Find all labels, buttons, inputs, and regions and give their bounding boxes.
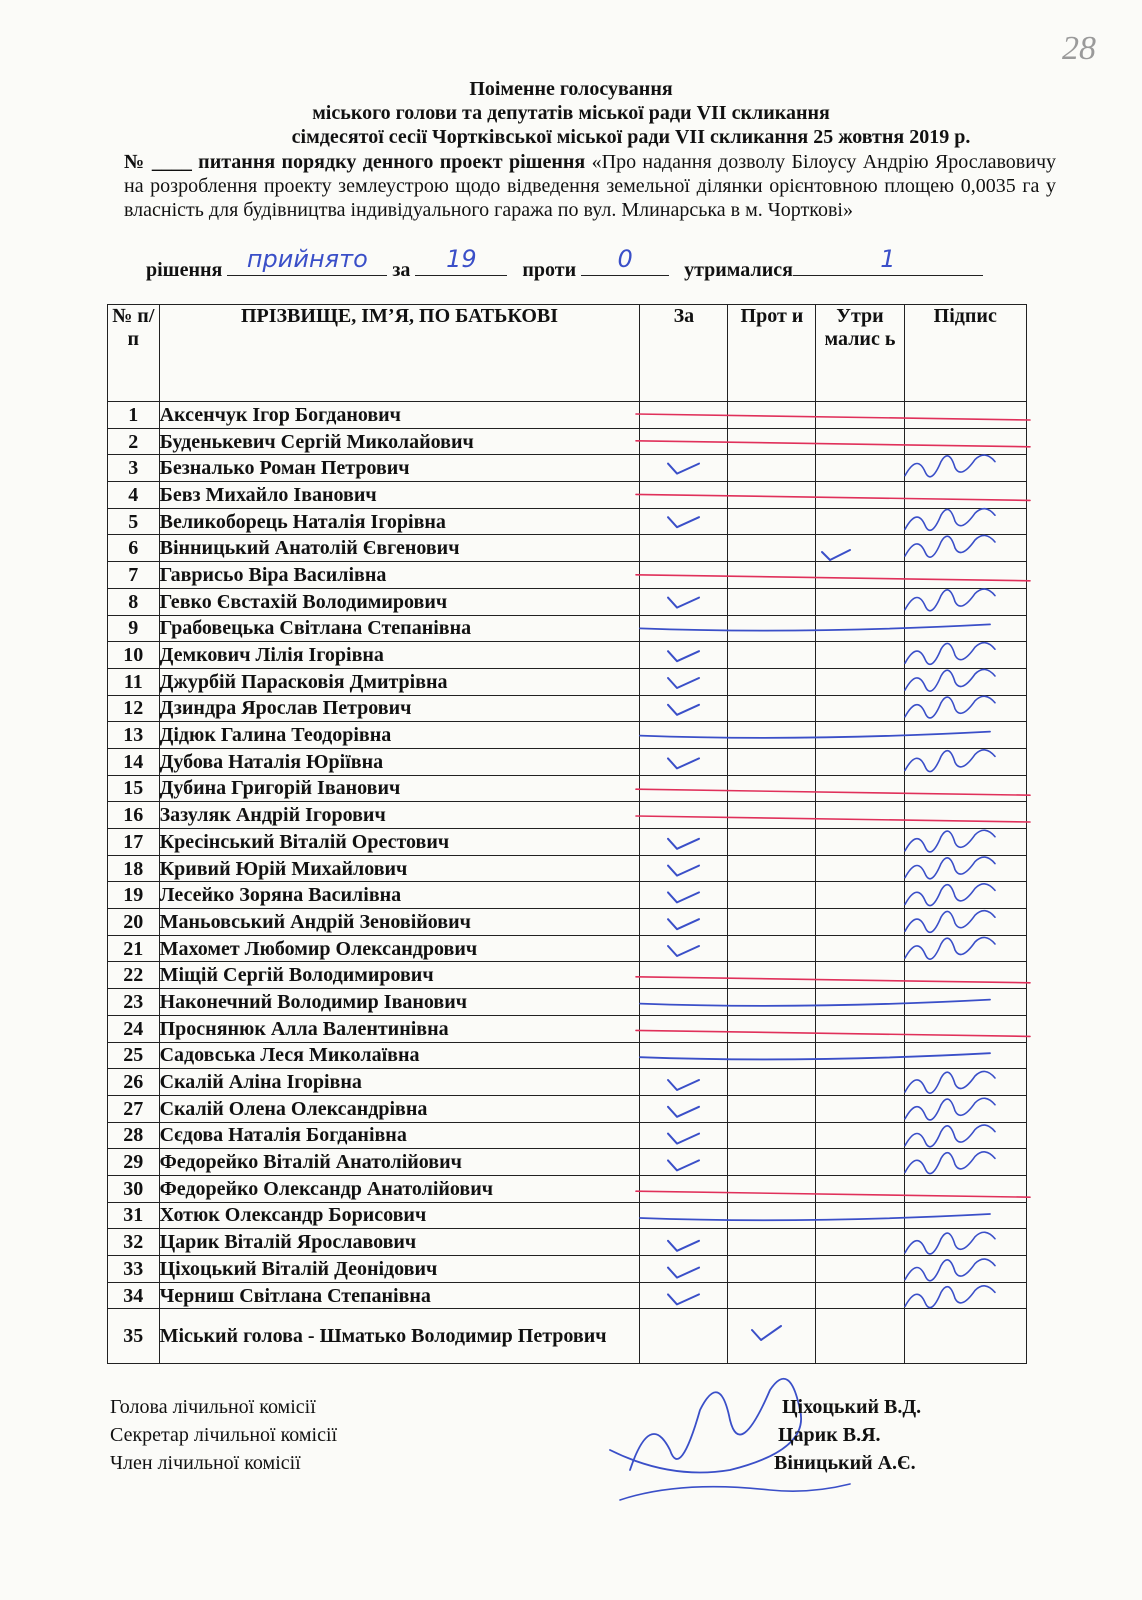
row-proty-cell xyxy=(728,535,816,562)
row-proty-cell xyxy=(728,1229,816,1256)
commission-names xyxy=(774,1393,922,1477)
row-number: 13 xyxy=(108,722,160,749)
row-signature-cell xyxy=(904,428,1027,455)
row-za-cell xyxy=(640,1309,728,1364)
table-row xyxy=(108,962,1027,989)
row-number: 1 xyxy=(108,402,160,429)
commission-signature xyxy=(620,1484,850,1500)
row-name: Садовська Леся Миколаївна xyxy=(159,1042,640,1069)
agenda-text: «Про надання дозволу Білоусу Андрію Ярославовичу на розроблення проекту землеустрою щодо відведення земельної ділянки орієнтовною площею 0,0035 га у власність для будівництва індивідуального гаража по вул. Млинарська в м. Чорткові» xyxy=(124,151,1056,221)
row-utr-cell xyxy=(816,935,904,962)
row-number: 22 xyxy=(108,962,160,989)
row-utr-cell xyxy=(816,775,904,802)
row-number: 33 xyxy=(108,1256,160,1283)
row-name: Безналько Роман Петрович xyxy=(159,455,640,482)
row-proty-cell xyxy=(728,1069,816,1096)
row-za-cell xyxy=(640,508,728,535)
table-row xyxy=(108,722,1027,749)
row-signature-cell xyxy=(904,588,1027,615)
table-row xyxy=(108,1256,1027,1283)
row-za-cell xyxy=(640,428,728,455)
table-row xyxy=(108,748,1027,775)
table-row xyxy=(108,428,1027,455)
row-name: Гаврисьо Віра Василівна xyxy=(159,562,640,589)
table-row xyxy=(108,642,1027,669)
row-utr-cell xyxy=(816,1256,904,1283)
agenda-prefix: № ____ питання порядку денного проект рішення xyxy=(124,151,586,173)
row-utr-cell xyxy=(816,989,904,1016)
agenda-item xyxy=(124,150,1056,222)
row-name: Проснянюк Алла Валентинівна xyxy=(159,1015,640,1042)
row-proty-cell xyxy=(728,402,816,429)
row-name: Наконечний Володимир Іванович xyxy=(159,989,640,1016)
row-utr-cell xyxy=(816,722,904,749)
row-signature-cell xyxy=(904,1282,1027,1309)
name-member: Віницький А.Є. xyxy=(774,1452,916,1474)
name-secretary: Царик В.Я. xyxy=(778,1424,881,1446)
row-number: 19 xyxy=(108,882,160,909)
row-name: Дідюк Галина Теодорівна xyxy=(159,722,640,749)
row-name: Дзиндра Ярослав Петрович xyxy=(159,695,640,722)
row-proty-cell xyxy=(728,1309,816,1364)
row-utr-cell xyxy=(816,1042,904,1069)
table-row xyxy=(108,1095,1027,1122)
table-row xyxy=(108,455,1027,482)
row-utr-cell xyxy=(816,508,904,535)
col-za: За xyxy=(640,305,728,402)
row-number: 3 xyxy=(108,455,160,482)
row-signature-cell xyxy=(904,1256,1027,1283)
row-proty-cell xyxy=(728,1149,816,1176)
row-utr-cell xyxy=(816,1149,904,1176)
table-row xyxy=(108,562,1027,589)
row-za-cell xyxy=(640,1069,728,1096)
row-signature-cell xyxy=(904,508,1027,535)
row-number: 7 xyxy=(108,562,160,589)
row-number: 31 xyxy=(108,1202,160,1229)
row-proty-cell xyxy=(728,1015,816,1042)
row-za-cell xyxy=(640,482,728,509)
row-signature-cell xyxy=(904,882,1027,909)
table-row xyxy=(108,695,1027,722)
row-name: Кривий Юрій Михайлович xyxy=(159,855,640,882)
decision-line xyxy=(146,245,983,282)
table-row xyxy=(108,1202,1027,1229)
row-za-cell xyxy=(640,1282,728,1309)
row-number: 4 xyxy=(108,482,160,509)
row-proty-cell xyxy=(728,562,816,589)
row-signature-cell xyxy=(904,1229,1027,1256)
table-row xyxy=(108,588,1027,615)
row-number: 15 xyxy=(108,775,160,802)
row-name: Кресінський Віталій Орестович xyxy=(159,829,640,856)
za-value: 19 xyxy=(446,245,477,273)
row-utr-cell xyxy=(816,1309,904,1364)
table-row xyxy=(108,1309,1027,1364)
row-signature-cell xyxy=(904,1015,1027,1042)
table-row xyxy=(108,668,1027,695)
row-utr-cell xyxy=(816,962,904,989)
row-signature-cell xyxy=(904,668,1027,695)
row-signature-cell xyxy=(904,482,1027,509)
row-utr-cell xyxy=(816,402,904,429)
row-za-cell xyxy=(640,829,728,856)
row-name: Аксенчук Ігор Богданович xyxy=(159,402,640,429)
row-name: Грабовецька Світлана Степанівна xyxy=(159,615,640,642)
row-signature-cell xyxy=(904,775,1027,802)
row-utr-cell xyxy=(816,1069,904,1096)
row-signature-cell xyxy=(904,722,1027,749)
row-number: 18 xyxy=(108,855,160,882)
table-row xyxy=(108,855,1027,882)
row-za-cell xyxy=(640,802,728,829)
row-number: 28 xyxy=(108,1122,160,1149)
table-row xyxy=(108,1122,1027,1149)
row-za-cell xyxy=(640,1229,728,1256)
row-utr-cell xyxy=(816,882,904,909)
row-za-cell xyxy=(640,535,728,562)
row-za-cell xyxy=(640,642,728,669)
row-name: Махомет Любомир Олександрович xyxy=(159,935,640,962)
table-row xyxy=(108,615,1027,642)
commission-roles xyxy=(110,1393,337,1477)
row-name: Скалій Аліна Ігорівна xyxy=(159,1069,640,1096)
row-utr-cell xyxy=(816,1175,904,1202)
row-za-cell xyxy=(640,855,728,882)
row-proty-cell xyxy=(728,775,816,802)
row-name: Зазуляк Андрій Ігорович xyxy=(159,802,640,829)
table-row xyxy=(108,829,1027,856)
row-utr-cell xyxy=(816,535,904,562)
row-utr-cell xyxy=(816,909,904,936)
row-proty-cell xyxy=(728,1042,816,1069)
proty-value: 0 xyxy=(617,245,633,273)
row-signature-cell xyxy=(904,1042,1027,1069)
decision-value: прийнято xyxy=(246,245,368,273)
table-row xyxy=(108,1229,1027,1256)
row-name: Маньовський Андрій Зеновійович xyxy=(159,909,640,936)
row-proty-cell xyxy=(728,1256,816,1283)
table-row xyxy=(108,775,1027,802)
vote-table xyxy=(107,304,1027,1364)
row-utr-cell xyxy=(816,482,904,509)
row-number: 24 xyxy=(108,1015,160,1042)
row-utr-cell xyxy=(816,1095,904,1122)
row-number: 17 xyxy=(108,829,160,856)
table-row xyxy=(108,802,1027,829)
row-za-cell xyxy=(640,775,728,802)
row-signature-cell xyxy=(904,1095,1027,1122)
row-name: Демкович Лілія Ігорівна xyxy=(159,642,640,669)
row-signature-cell xyxy=(904,1149,1027,1176)
table-row xyxy=(108,1042,1027,1069)
row-name: Буденькевич Сергій Миколайович xyxy=(159,428,640,455)
row-signature-cell xyxy=(904,829,1027,856)
row-number: 6 xyxy=(108,535,160,562)
col-utrymalys: Утри малис ь xyxy=(816,305,904,402)
row-proty-cell xyxy=(728,428,816,455)
row-za-cell xyxy=(640,695,728,722)
row-number: 29 xyxy=(108,1149,160,1176)
row-proty-cell xyxy=(728,748,816,775)
row-utr-cell xyxy=(816,748,904,775)
decision-label: рішення xyxy=(146,259,223,281)
row-za-cell xyxy=(640,1202,728,1229)
row-number: 23 xyxy=(108,989,160,1016)
proty-label: проти xyxy=(522,259,577,281)
table-row xyxy=(108,1149,1027,1176)
row-proty-cell xyxy=(728,508,816,535)
row-proty-cell xyxy=(728,1122,816,1149)
row-number: 34 xyxy=(108,1282,160,1309)
row-number: 5 xyxy=(108,508,160,535)
table-row xyxy=(108,1282,1027,1309)
row-proty-cell xyxy=(728,802,816,829)
col-proty: Прот и xyxy=(728,305,816,402)
row-za-cell xyxy=(640,402,728,429)
table-row xyxy=(108,989,1027,1016)
row-signature-cell xyxy=(904,802,1027,829)
row-number: 35 xyxy=(108,1309,160,1364)
row-utr-cell xyxy=(816,615,904,642)
row-signature-cell xyxy=(904,535,1027,562)
row-number: 9 xyxy=(108,615,160,642)
row-name: Сєдова Наталія Богданівна xyxy=(159,1122,640,1149)
row-proty-cell xyxy=(728,989,816,1016)
table-row xyxy=(108,1015,1027,1042)
row-number: 26 xyxy=(108,1069,160,1096)
row-za-cell xyxy=(640,962,728,989)
row-proty-cell xyxy=(728,1202,816,1229)
row-number: 20 xyxy=(108,909,160,936)
row-utr-cell xyxy=(816,642,904,669)
row-proty-cell xyxy=(728,642,816,669)
row-signature-cell xyxy=(904,989,1027,1016)
row-signature-cell xyxy=(904,615,1027,642)
row-utr-cell xyxy=(816,855,904,882)
row-proty-cell xyxy=(728,695,816,722)
row-signature-cell xyxy=(904,1122,1027,1149)
row-za-cell xyxy=(640,1042,728,1069)
row-name: Міщій Сергій Володимирович xyxy=(159,962,640,989)
row-za-cell xyxy=(640,1015,728,1042)
col-name: ПРІЗВИЩЕ, ІМ’Я, ПО БАТЬКОВІ xyxy=(159,305,640,402)
row-utr-cell xyxy=(816,588,904,615)
table-header-row xyxy=(108,305,1027,402)
row-number: 2 xyxy=(108,428,160,455)
row-signature-cell xyxy=(904,402,1027,429)
row-utr-cell xyxy=(816,562,904,589)
row-utr-cell xyxy=(816,1229,904,1256)
row-signature-cell xyxy=(904,562,1027,589)
row-proty-cell xyxy=(728,962,816,989)
row-proty-cell xyxy=(728,455,816,482)
row-za-cell xyxy=(640,1175,728,1202)
row-name: Скалій Олена Олександрівна xyxy=(159,1095,640,1122)
role-member: Член лічильної комісії xyxy=(110,1452,301,1474)
col-signature: Підпис xyxy=(904,305,1027,402)
row-signature-cell xyxy=(904,1175,1027,1202)
table-row xyxy=(108,1069,1027,1096)
row-utr-cell xyxy=(816,428,904,455)
row-za-cell xyxy=(640,455,728,482)
row-za-cell xyxy=(640,668,728,695)
row-signature-cell xyxy=(904,909,1027,936)
row-number: 14 xyxy=(108,748,160,775)
row-name: Джурбій Парасковія Дмитрівна xyxy=(159,668,640,695)
row-name: Великоборець Наталія Ігорівна xyxy=(159,508,640,535)
row-number: 25 xyxy=(108,1042,160,1069)
row-name: Федорейко Віталій Анатолійович xyxy=(159,1149,640,1176)
row-number: 8 xyxy=(108,588,160,615)
row-number: 11 xyxy=(108,668,160,695)
row-proty-cell xyxy=(728,829,816,856)
row-name: Федорейко Олександр Анатолійович xyxy=(159,1175,640,1202)
row-proty-cell xyxy=(728,482,816,509)
row-utr-cell xyxy=(816,1282,904,1309)
row-name: Дубова Наталія Юріївна xyxy=(159,748,640,775)
row-utr-cell xyxy=(816,668,904,695)
row-signature-cell xyxy=(904,748,1027,775)
name-head: Ціхоцький В.Д. xyxy=(782,1396,922,1418)
row-number: 10 xyxy=(108,642,160,669)
row-signature-cell xyxy=(904,642,1027,669)
row-utr-cell xyxy=(816,1015,904,1042)
row-number: 21 xyxy=(108,935,160,962)
row-utr-cell xyxy=(816,1122,904,1149)
row-name: Бевз Михайло Іванович xyxy=(159,482,640,509)
row-za-cell xyxy=(640,562,728,589)
header-session: сімдесятої сесії Чортківської міської ради VII скликання 25 жовтня 2019 р. xyxy=(291,126,971,148)
row-signature-cell xyxy=(904,962,1027,989)
row-za-cell xyxy=(640,935,728,962)
row-proty-cell xyxy=(728,615,816,642)
row-proty-cell xyxy=(728,722,816,749)
row-za-cell xyxy=(640,909,728,936)
row-signature-cell xyxy=(904,1309,1027,1364)
row-za-cell xyxy=(640,882,728,909)
row-proty-cell xyxy=(728,935,816,962)
utr-label: утрималися xyxy=(684,259,793,281)
commission-signature xyxy=(610,1379,801,1473)
row-proty-cell xyxy=(728,882,816,909)
row-signature-cell xyxy=(904,855,1027,882)
role-secretary: Секретар лічильної комісії xyxy=(110,1424,338,1446)
row-name: Черниш Світлана Степанівна xyxy=(159,1282,640,1309)
row-utr-cell xyxy=(816,695,904,722)
row-signature-cell xyxy=(904,1202,1027,1229)
row-signature-cell xyxy=(904,1069,1027,1096)
row-utr-cell xyxy=(816,1202,904,1229)
row-za-cell xyxy=(640,1095,728,1122)
row-proty-cell xyxy=(728,668,816,695)
row-name: Вінницький Анатолій Євгенович xyxy=(159,535,640,562)
row-name: Ціхоцький Віталій Деонідович xyxy=(159,1256,640,1283)
table-row xyxy=(108,882,1027,909)
page-number: 28 xyxy=(1062,30,1096,67)
row-za-cell xyxy=(640,722,728,749)
row-number: 16 xyxy=(108,802,160,829)
row-proty-cell xyxy=(728,1095,816,1122)
row-number: 12 xyxy=(108,695,160,722)
header-subtitle: міського голови та депутатів міської ради VII скликання xyxy=(312,102,830,124)
table-row xyxy=(108,535,1027,562)
role-head: Голова лічильної комісії xyxy=(110,1396,316,1418)
row-za-cell xyxy=(640,1149,728,1176)
table-row xyxy=(108,909,1027,936)
table-row xyxy=(108,482,1027,509)
row-name: Дубина Григорій Іванович xyxy=(159,775,640,802)
row-proty-cell xyxy=(728,1282,816,1309)
za-label: за xyxy=(392,259,411,281)
row-proty-cell xyxy=(728,1175,816,1202)
row-name: Міський голова - Шматько Володимир Петрович xyxy=(159,1309,640,1364)
row-proty-cell xyxy=(728,588,816,615)
row-za-cell xyxy=(640,989,728,1016)
row-number: 30 xyxy=(108,1175,160,1202)
row-signature-cell xyxy=(904,695,1027,722)
table-row xyxy=(108,402,1027,429)
table-row xyxy=(108,508,1027,535)
row-utr-cell xyxy=(816,829,904,856)
row-number: 27 xyxy=(108,1095,160,1122)
row-proty-cell xyxy=(728,909,816,936)
row-za-cell xyxy=(640,615,728,642)
row-za-cell xyxy=(640,748,728,775)
table-row xyxy=(108,935,1027,962)
row-number: 32 xyxy=(108,1229,160,1256)
row-proty-cell xyxy=(728,855,816,882)
row-name: Лесейко Зоряна Василівна xyxy=(159,882,640,909)
table-row xyxy=(108,1175,1027,1202)
row-name: Царик Віталій Ярославович xyxy=(159,1229,640,1256)
row-signature-cell xyxy=(904,935,1027,962)
row-utr-cell xyxy=(816,455,904,482)
row-za-cell xyxy=(640,588,728,615)
utr-value: 1 xyxy=(880,245,896,273)
row-name: Хотюк Олександр Борисович xyxy=(159,1202,640,1229)
row-za-cell xyxy=(640,1256,728,1283)
header-title: Поіменне голосування xyxy=(469,78,673,100)
col-number: № п/п xyxy=(108,305,160,402)
row-signature-cell xyxy=(904,455,1027,482)
row-name: Гевко Євстахій Володимирович xyxy=(159,588,640,615)
row-za-cell xyxy=(640,1122,728,1149)
row-utr-cell xyxy=(816,802,904,829)
